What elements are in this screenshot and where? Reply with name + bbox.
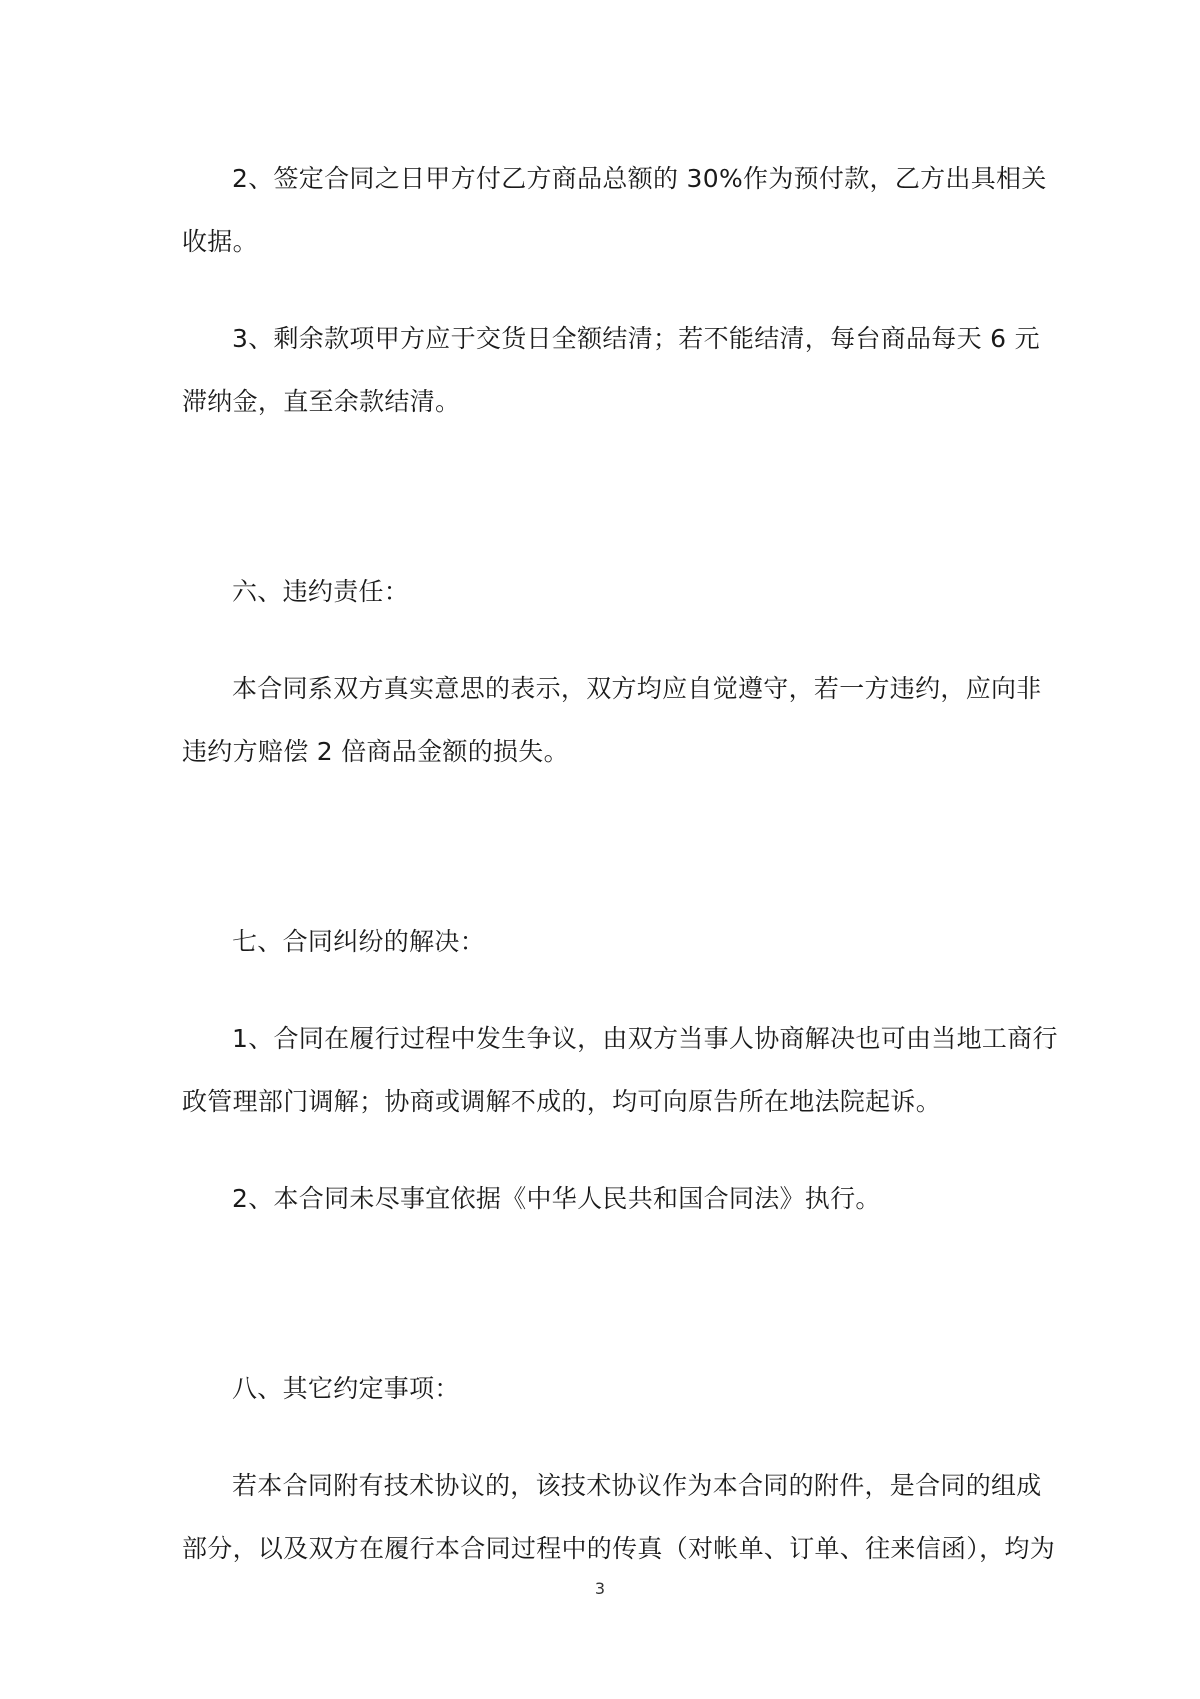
paragraph-line: 违约方赔偿 2 倍商品金额的损失。 [182, 737, 569, 766]
paragraph-line: 部分，以及双方在履行本合同过程中的传真（对帐单、订单、往来信函），均为 [182, 1534, 1056, 1563]
section-heading: 八、其它约定事项： [232, 1374, 460, 1403]
section-heading: 六、违约责任： [232, 577, 410, 606]
paragraph-line: 2、签定合同之日甲方付乙方商品总额的 30%作为预付款，乙方出具相关 [232, 164, 1047, 193]
paragraph-line: 2、本合同未尽事宜依据《中华人民共和国合同法》执行。 [232, 1184, 881, 1213]
paragraph-line: 若本合同附有技术协议的，该技术协议作为本合同的附件，是合同的组成 [232, 1471, 1042, 1500]
paragraph-line: 1、合同在履行过程中发生争议，由双方当事人协商解决也可由当地工商行 [232, 1024, 1058, 1053]
paragraph-line: 政管理部门调解；协商或调解不成的，均可向原告所在地法院起诉。 [182, 1087, 942, 1116]
paragraph-line: 滞纳金，直至余款结清。 [182, 387, 461, 416]
section-heading: 七、合同纠纷的解决： [232, 927, 486, 956]
paragraph-line: 收据。 [182, 227, 258, 256]
page-number: 3 [594, 1579, 606, 1598]
paragraph-line: 本合同系双方真实意思的表示，双方均应自觉遵守，若一方违约，应向非 [232, 674, 1042, 703]
paragraph-line: 3、剩余款项甲方应于交货日全额结清；若不能结清，每台商品每天 6 元 [232, 324, 1040, 353]
